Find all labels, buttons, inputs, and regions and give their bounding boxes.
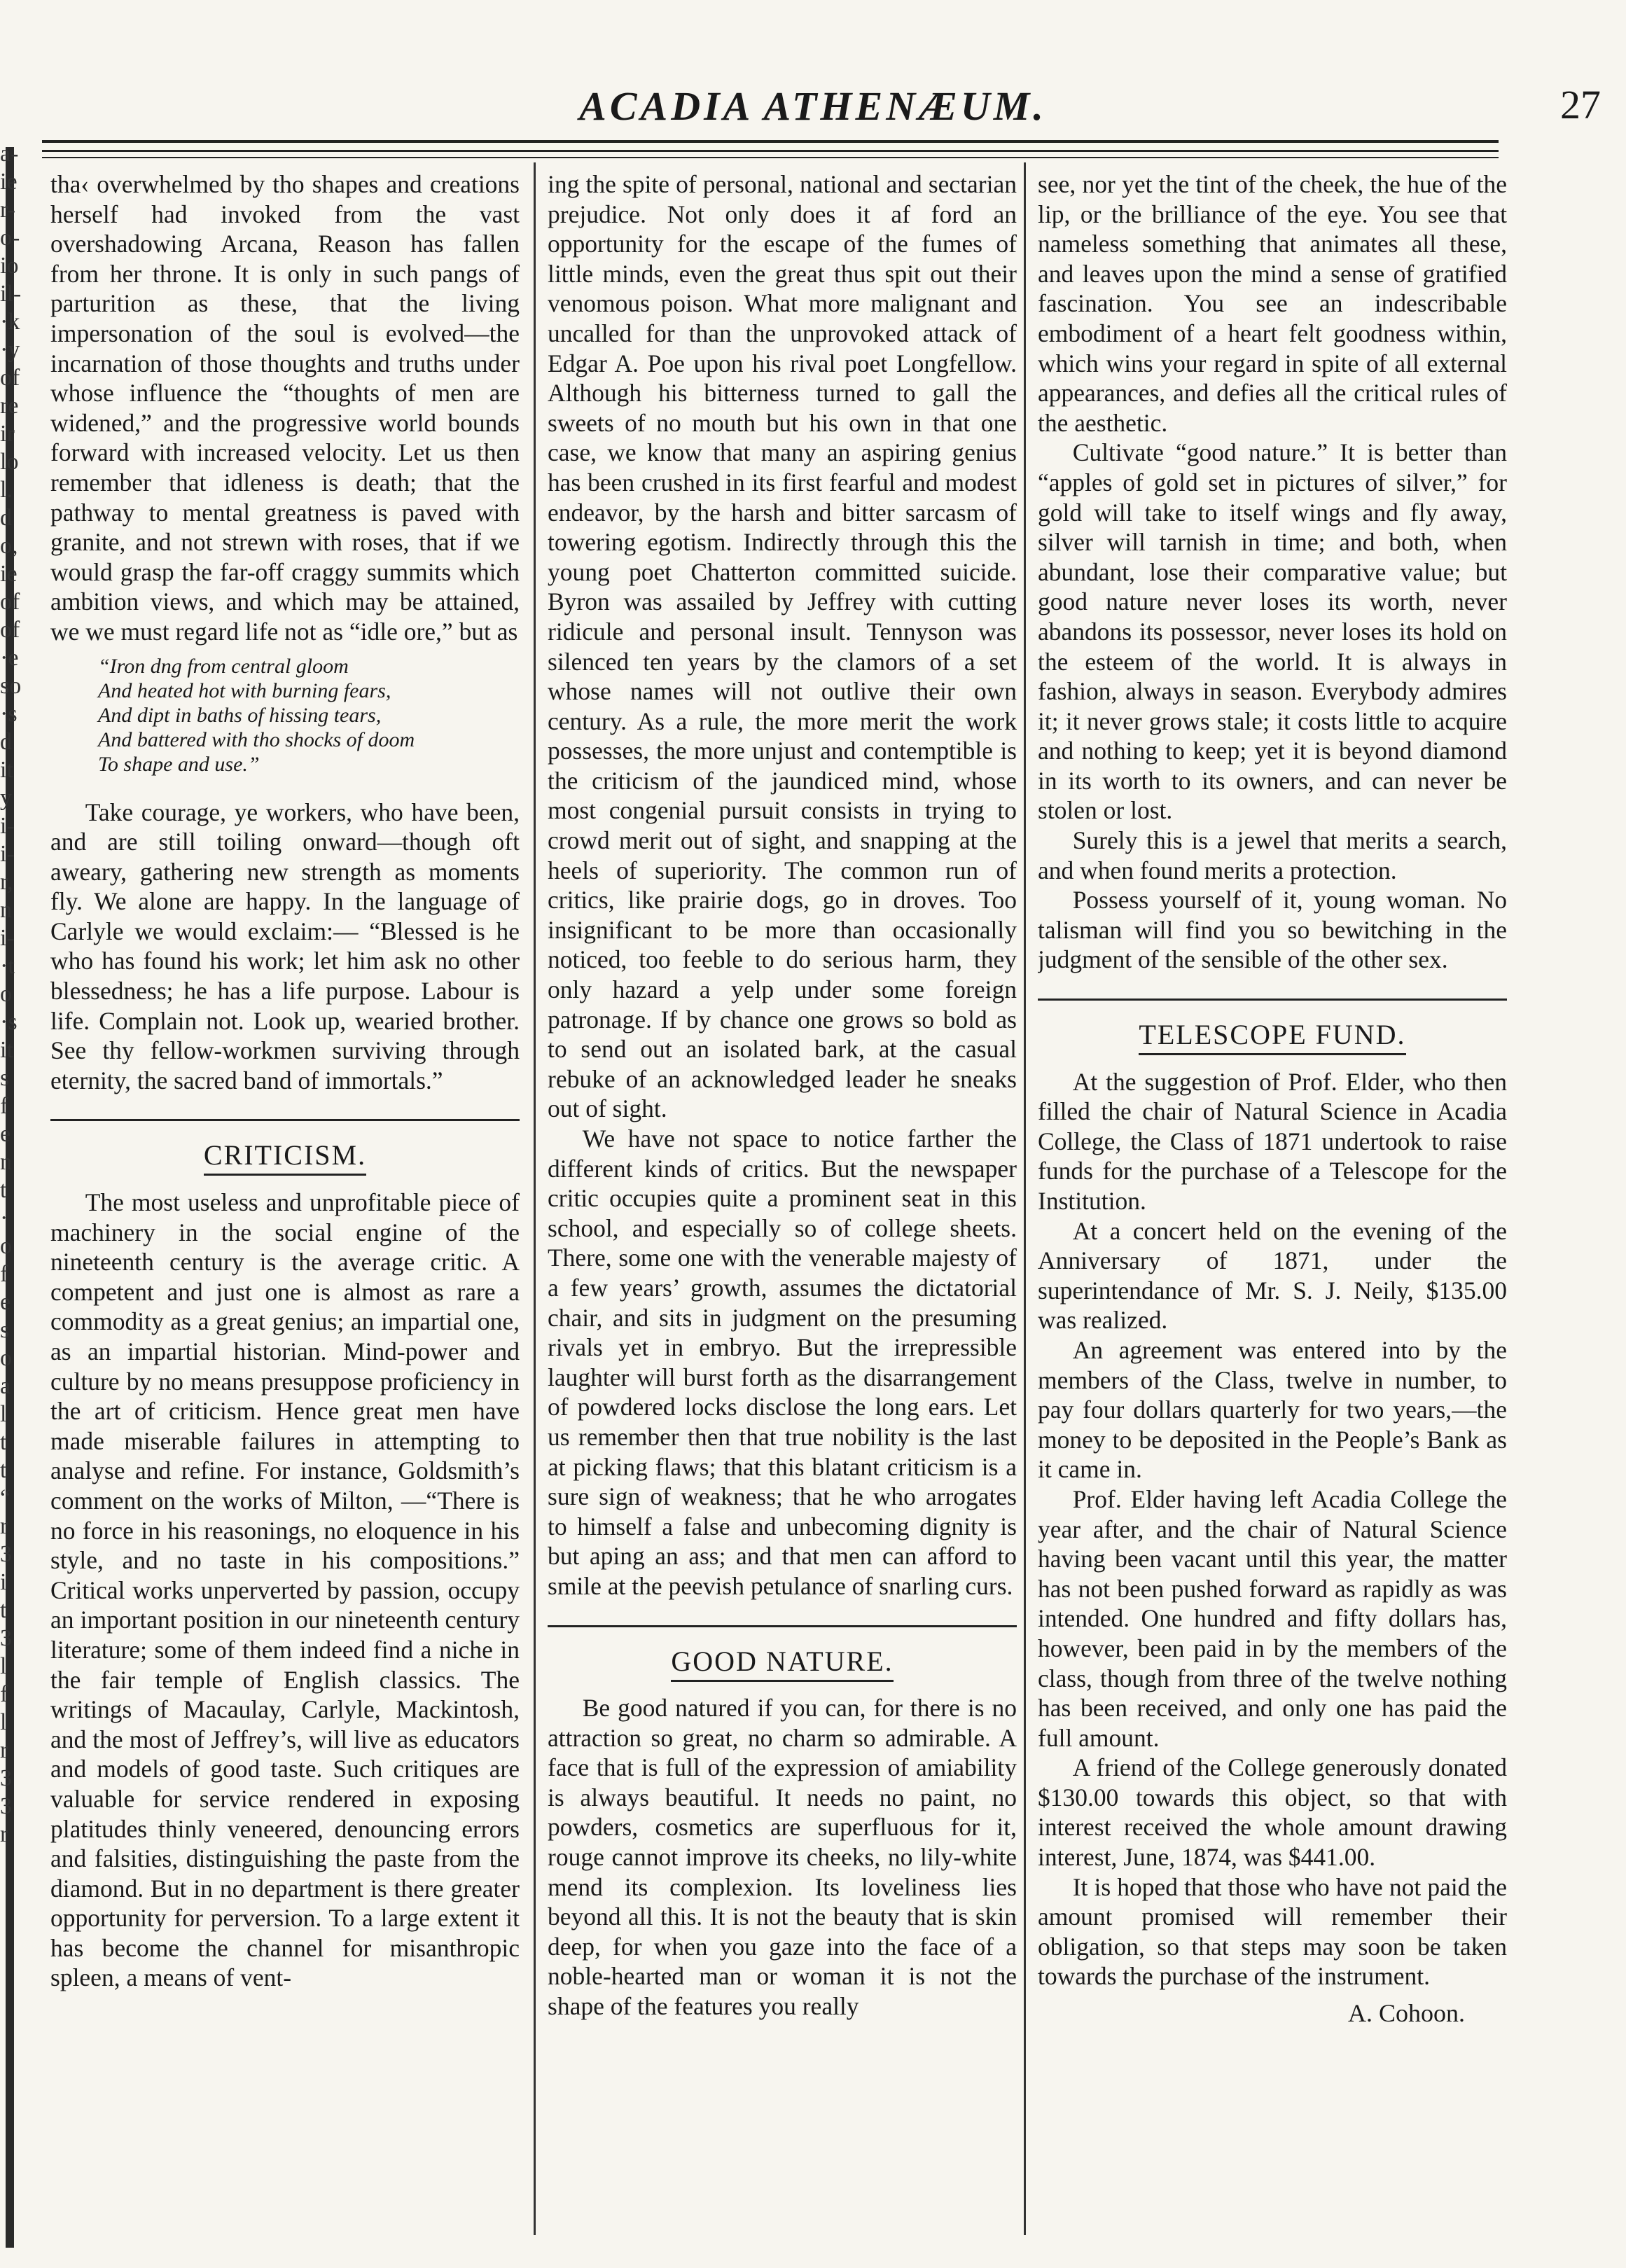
paragraph-space: We have not space to notice farther the different kinds of critics. But the newspaper critic occupies quite a prominent seat in this school, and especially so of college sheets. There, some one with the venerable majesty of a few years’ growth, assumes the dictatorial chair, and sits in judgment on the presuming rivals yet in embryo. But the irrepressible laughter will burst forth as the disarrangement of powdered locks disclose the long ears. Let us remember then that true nobility is the last at picking flaws; that this blatant criticism is a sure sign of weakness; that he who arrogates to himself a false and unbecoming dignity is but aping an ass; and that men can afford to smile at the peevish petulance of snarling curs. bbox=[548, 1125, 1017, 1600]
margin-fragment: l bbox=[0, 1653, 7, 1679]
paragraph-agreement: An agreement was entered into by the members of the Class, twelve in number, to pay four dollars quarterly for two years,—the money to be deposited in the People’s Bank as it came in. bbox=[1038, 1335, 1507, 1484]
paragraph-suggestion: At the suggestion of Prof. Elder, who then filled the chair of Natural Science in Acadia College, the Class of 1871 undertook to raise funds for the purchase of a Telescope for the Institution. bbox=[1038, 1067, 1507, 1215]
margin-fragment: of bbox=[0, 617, 20, 643]
section-divider bbox=[50, 1119, 520, 1121]
poem-line: And heated hot with burning fears, bbox=[98, 679, 391, 702]
margin-fragment: io bbox=[0, 253, 19, 279]
criticism-heading bbox=[50, 1141, 520, 1171]
paragraph-criticism: The most useless and unprofitable piece of machinery in the social engine of the nineteenth century is the average critic. A competent and just one is almost as rare a commodity as a great genius; an impartial one, as an impartial historian. Mind-power and culture by no means presuppose proficiency in the art of criticism. Hence great men have made miserable failures in attempting to analyse and refine. For instance, Goldsmith’s comment on the works of Milton, —“There is no force in his reasonings, no eloquence in his style, and no taste in his compositions.” Critical works unperverted by passion, occupy an important position in our nineteenth century literature; some of them indeed find a niche in the fair temple of English classics. The writings of Macaulay, Carlyle, Mackintosh, and the most of Jeffrey’s, will live as educators and models of good taste. Such critiques are valuable for service rendered in exposing platitudes thinly veneered, denouncing errors and falsities, distinguishing the paste from the diamond. But in no department is there greater opportunity for perversion. To a large extent it has become the channel for misanthropic spleen, a means of vent- bbox=[50, 1188, 520, 1992]
margin-fragment: so bbox=[0, 673, 22, 699]
paragraph-friend: A friend of the College generously donated $130.00 towards this object, so that with interest received the whole amount drawing interest, June, 1874, was $441.00. bbox=[1038, 1753, 1507, 1872]
poem-line: “Iron dng from central gloom bbox=[98, 654, 349, 678]
paragraph-elder: Prof. Elder having left Acadia College the year after, and the chair of Natural Science having been vacant until this year, the matter has not been pushed forward as rapidly as was intended. One hundred and fifty dollars has, however, been paid in by the members of the class, though from three of the twelve nothing has been received, and only one has paid the full amount. bbox=[1038, 1484, 1507, 1752]
header-rule-middle bbox=[42, 150, 1499, 152]
poem-line: And battered with tho shocks of doom bbox=[98, 728, 415, 751]
section-divider bbox=[1038, 999, 1507, 1001]
author-signature: A. Cohoon. bbox=[1347, 1999, 1465, 2028]
margin-fragment: of bbox=[0, 365, 20, 391]
column-one bbox=[50, 169, 520, 2228]
criticism-heading-text: CRITICISM. bbox=[204, 1139, 366, 1176]
margin-fragment: ie bbox=[0, 561, 18, 587]
margin-fragment: il- bbox=[0, 281, 22, 307]
margin-fragment: ·k bbox=[0, 309, 20, 335]
margin-fragment: re bbox=[0, 393, 19, 419]
margin-fragment: o bbox=[0, 1345, 12, 1371]
margin-fragment: r bbox=[0, 1513, 8, 1539]
margin-fragment: ir bbox=[0, 421, 15, 447]
margin-fragment: t bbox=[0, 1597, 7, 1623]
paragraph-good-nature: Be good natured if you can, for there is no attraction so great, no charm so admirable. A face that is full of the expression of amiability is always beautiful. It needs no paint, no powders, cosmetics are superfluous for it, rouge cannot improve its cheeks, no lily-white mend its complexion. Its loveliness lies beyond all this. It is not the beauty that is skin deep, for when you gaze into the face of a noble-hearted man or woman it is not the shape of the features you really bbox=[548, 1694, 1017, 2021]
poem-line: And dipt in baths of hissing tears, bbox=[98, 703, 382, 727]
margin-fragment: d bbox=[0, 505, 12, 531]
margin-fragment: l bbox=[0, 1709, 7, 1735]
margin-fragment: t bbox=[0, 1457, 7, 1483]
margin-fragment: i bbox=[0, 1569, 7, 1595]
column-divider-left bbox=[534, 162, 536, 2235]
margin-fragment: ·t bbox=[0, 953, 15, 979]
margin-fragment: l bbox=[0, 1401, 7, 1427]
page-number: 27 bbox=[1560, 82, 1601, 127]
margin-fragment: r bbox=[0, 1821, 8, 1847]
margin-fragment: lo bbox=[0, 449, 19, 475]
margin-fragment: r- bbox=[0, 197, 15, 223]
paragraph-continued: ing the spite of personal, national and sectarian prejudice. Not only does it af ford an opportunity for the escape of the fumes of little minds, even the great thus spit out their venomous poison. What more malignant and uncalled for than the unprovoked attack of Edgar A. Poe upon his rival poet Longfellow. Although his bitterness turned to gall the sweets of no mouth but his own in that one case, we know that many an aspiring genius has been crushed in its first fearful and modest endeavor, by the harsh and bitter sarcasm of towering egotism. Indirectly through this the young poet Chatterton committed suicide. Byron was assailed by Jeffrey with cutting ridicule and personal insult. Tennyson was silenced ten years by the clamors of a set whose names will not outlive their own century. As a rule, the more merit the work possesses, the more unjust and contemptible is the criticism of the jaundiced mind, whose most congenial pursuit consists in trying to crowd merit out of sight, and snapping at the heels of superiority. The common run of critics, like prairie dogs, go in droves. Too insignificant to be more than occasionally noticed, too feeble to do serious harm, they only hazard a yelp under some foreign patronage. If by chance one grows so bold as to send out an isolated bark, at the casual rebuke of an acknowledged leader he sneaks out of sight. bbox=[548, 170, 1017, 1123]
margin-fragment: i- bbox=[0, 813, 15, 839]
margin-fragment: it bbox=[0, 1037, 13, 1063]
margin-fragment: 3 bbox=[0, 1793, 12, 1819]
margin-fragment: n bbox=[0, 1149, 12, 1175]
margin-fragment: f bbox=[0, 1261, 8, 1287]
section-divider bbox=[548, 1625, 1017, 1627]
margin-fragment: · bbox=[0, 1205, 8, 1231]
margin-fragment: i- bbox=[0, 841, 15, 867]
running-title: ACADIA ATHENÆUM. bbox=[579, 83, 1047, 129]
margin-fragment: i- bbox=[0, 925, 15, 951]
paragraph-hoped: It is hoped that those who have not paid the amount promised will remember their obligation, so that steps may soon be taken towards the purchase of the instrument. bbox=[1038, 1872, 1507, 1991]
margin-fragment: ·s bbox=[0, 1009, 18, 1035]
poem-quotation bbox=[98, 654, 520, 777]
margin-fragment: s bbox=[0, 1317, 10, 1343]
margin-fragment: it bbox=[0, 757, 13, 783]
header-rule-top bbox=[42, 140, 1499, 143]
margin-fragment: f bbox=[0, 1681, 8, 1707]
margin-fragment: l. bbox=[0, 477, 13, 503]
margin-fragment: 3 bbox=[0, 1765, 12, 1791]
paragraph-continued: see, nor yet the tint of the cheek, the hue of the lip, or the brilliance of the eye. You see that nameless something that animates all these, and leaves upon the mind a sense of gratified fascination. You see an indescribable embodiment of a heart felt goodness within, which wins your regard in spite of all external appearances, and defies all the critical rules of the aesthetic. bbox=[1038, 170, 1507, 437]
margin-fragment: e bbox=[0, 1289, 11, 1315]
paragraph-surely: Surely this is a jewel that merits a search, and when found merits a protection. bbox=[1038, 826, 1507, 884]
adjacent-page-fragments bbox=[0, 140, 24, 2268]
paragraph-courage: Take courage, ye workers, who have been, and are still toiling onward—though oft aweary, gathering new strength as moments fly. We alone are happy. In the language of Carlyle we would exclaim:— “Blessed is he who has found his work; let him ask no other blessedness; he has a life purpose. Labour is life. Complain not. Look up, wearied brother. See thy fellow-workmen surviving through eternity, the sacred band of immortals.” bbox=[50, 798, 520, 1094]
margin-fragment: 3 bbox=[0, 1541, 12, 1567]
margin-fragment: ·y bbox=[0, 337, 20, 363]
margin-fragment: “ bbox=[0, 1485, 11, 1511]
paragraph-possess: Possess yourself of it, young woman. No talisman will find you so bewitching in the judgment of the sensible of the other sex. bbox=[1038, 886, 1507, 974]
column-two bbox=[548, 169, 1017, 2228]
paragraph-continued: tha‹ overwhelmed by tho shapes and creations herself had invoked from the vast overshadowing Arcana, Reason has fallen from her throne. It is only in such pangs of parturition as these, that the living impersonation of the soul is evolved—the incarnation of those thoughts and truths under whose influence the “thoughts of men are widened,” and the progressive world bounds forward with increased velocity. Let us then remember that idleness is death; that the pathway to mental greatness is paved with granite, and not strewn with roses, that if we would grasp the far-off craggy summits which ambition views, and which may be attained, we we must regard life not as “idle ore,” but as bbox=[50, 170, 520, 646]
telescope-heading bbox=[1038, 1020, 1507, 1050]
margin-fragment: s bbox=[0, 1065, 10, 1091]
margin-fragment: r, bbox=[0, 869, 13, 895]
column-divider-right bbox=[1024, 162, 1026, 2235]
margin-fragment: ie bbox=[0, 169, 18, 195]
column-three bbox=[1038, 169, 1507, 2228]
margin-fragment: o, bbox=[0, 533, 18, 559]
margin-fragment: o bbox=[0, 1233, 12, 1259]
margin-fragment: o bbox=[0, 981, 12, 1007]
margin-fragment: a- bbox=[0, 141, 19, 167]
margin-fragment: y bbox=[0, 785, 12, 811]
margin-fragment: t bbox=[0, 1429, 7, 1455]
paragraph-concert: At a concert held on the evening of the Anniversary of 1871, under the superintendance of Mr. S. J. Neily, $135.00 was realized. bbox=[1038, 1216, 1507, 1335]
margin-fragment: n bbox=[0, 897, 12, 923]
margin-fragment: ·s bbox=[0, 701, 18, 727]
margin-fragment: d bbox=[0, 729, 12, 755]
margin-fragment: ·e bbox=[0, 645, 19, 671]
paragraph-cultivate: Cultivate “good nature.” It is better than “apples of gold set in pictures of silver,” for gold will take to itself wings and fly away, silver will tarnish in time; and both, when abundant, lose their comparative value; but good nature never loses its worth, never abandons its possessor, never loses its hold on the esteem of the world. It is always in fashion, always in season. Everybody admires it; it never grows stale; it costs little to acquire and nothing to keep; yet it is beyond diamond in its worth to its owners, and can never be stolen or lost. bbox=[1038, 438, 1507, 825]
margin-fragment: 3 bbox=[0, 1625, 12, 1651]
margin-fragment: f bbox=[0, 1093, 8, 1119]
margin-fragment: r bbox=[0, 1737, 8, 1763]
margin-fragment: of bbox=[0, 589, 20, 615]
good-nature-heading bbox=[548, 1647, 1017, 1677]
header-rule-bottom bbox=[42, 157, 1499, 158]
good-nature-heading-text: GOOD NATURE. bbox=[671, 1646, 893, 1682]
margin-fragment: e bbox=[0, 1121, 11, 1147]
telescope-heading-text: TELESCOPE FUND. bbox=[1139, 1019, 1405, 1055]
poem-line: To shape and use.” bbox=[98, 752, 260, 776]
margin-fragment: o- bbox=[0, 225, 20, 251]
margin-fragment: a bbox=[0, 1373, 11, 1399]
margin-fragment: t bbox=[0, 1177, 7, 1203]
